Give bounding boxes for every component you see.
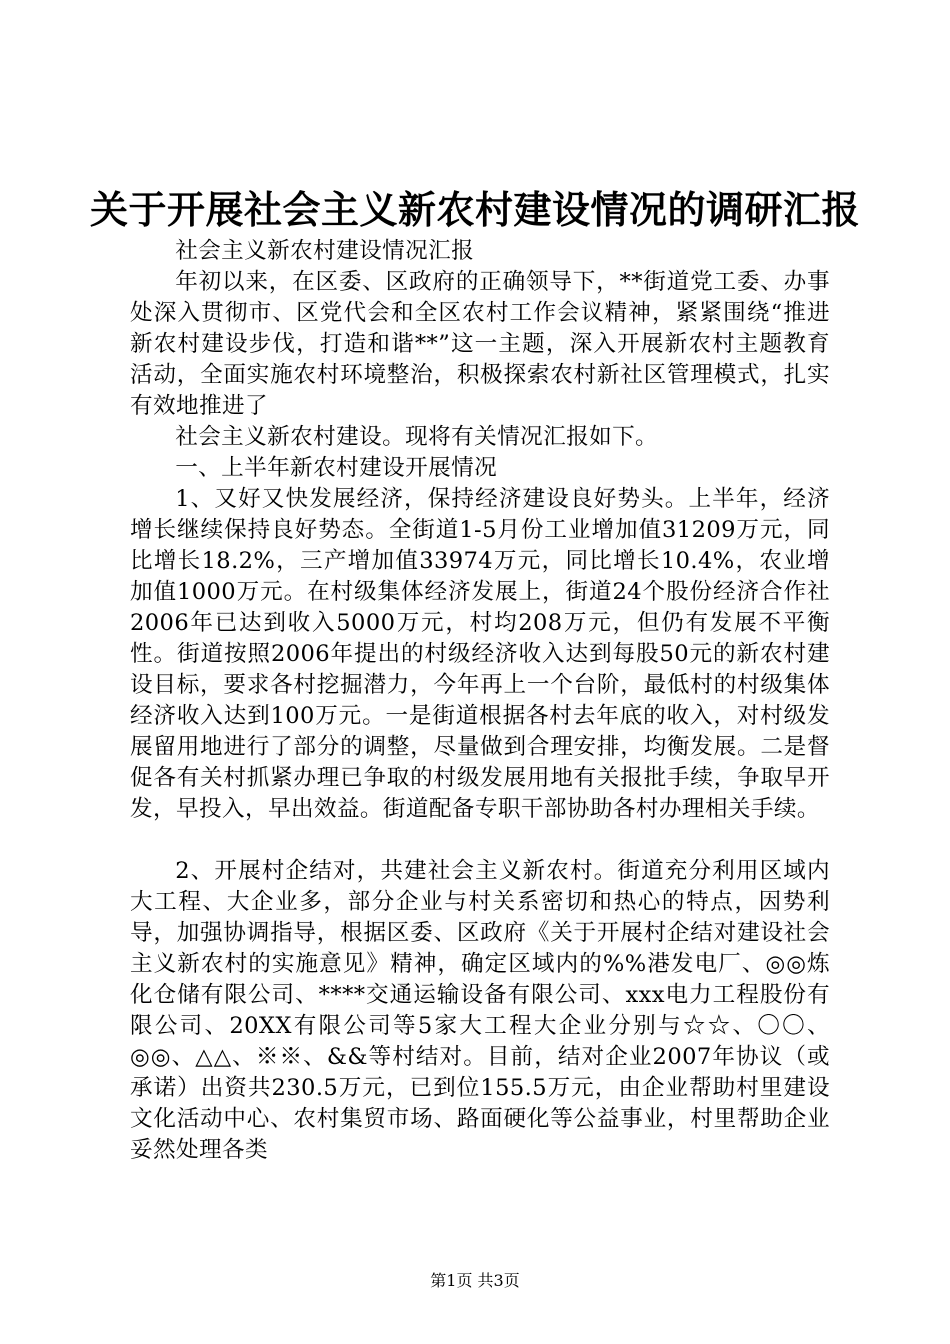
page-number-footer: 第1页 共3页 <box>430 1271 520 1290</box>
subtitle-paragraph: 社会主义新农村建设情况汇报 <box>175 238 475 264</box>
village-enterprise-paragraph: 2、开展村企结对，共建社会主义新农村。街道充分利用区域内大工程、大企业多，部分企业与村关系密切和热心的特点，因势利导，加强协调指导，根据区委、区政府《关于开展村企结对建设社会主义新农村的实施意见》精神，确定区域内的%%港发电厂、◎◎炼化仓储有限公司、****交通运输设备有限公司、xxx电力工程股份有限公司、20XX有限公司等5家大工程大企业分别与☆☆、〇〇、◎◎、△△、※※、&&等村结对。目前，结对企业2007年协议（或承诺）出资共230.5万元，已到位155.5万元，由企业帮助村里建设文化活动中心、农村集贸市场、路面硬化等公益事业，村里帮助企业妥然处理各类 <box>130 858 830 1163</box>
economy-paragraph: 1、又好又快发展经济，保持经济建设良好势头。上半年，经济增长继续保持良好势态。全街道1-5月份工业增加值31209万元，同比增长18.2%，三产增加值33974万元，同比增长10.4%，农业增加值1000万元。在村级集体经济发展上，街道24个股份经济合作社2006年已达到收入5000万元，村均208万元，但仍有发展不平衡性。街道按照2006年提出的村级经济收入达到每股50元的新农村建设目标，要求各村挖掘潜力，今年再上一个台阶，最低村的村级集体经济收入达到100万元。一是街道根据各村去年底的收入，对村级发展留用地进行了部分的调整，尽量做到合理安排，均衡发展。二是督促各有关村抓紧办理已争取的村级发展用地有关报批手续，争取早开发，早投入，早出效益。街道配备专职干部协助各村办理相关手续。 <box>130 486 830 822</box>
intro-paragraph: 年初以来，在区委、区政府的正确领导下，**街道党工委、办事处深入贯彻市、区党代会和全区农村工作会议精神，紧紧围绕“推进新农村建设步伐，打造和谐**”这一主题，深入开展新农村主题教育活动，全面实施农村环境整治，积极探索农村新社区管理模式，扎实有效地推进了 <box>130 269 830 419</box>
document-body <box>130 236 830 1166</box>
intro-continuation-paragraph: 社会主义新农村建设。现将有关情况汇报如下。 <box>175 424 659 450</box>
document-title: 关于开展社会主义新农村建设情况的调研汇报 <box>89 187 860 232</box>
section-heading: 一、上半年新农村建设开展情况 <box>175 455 498 481</box>
